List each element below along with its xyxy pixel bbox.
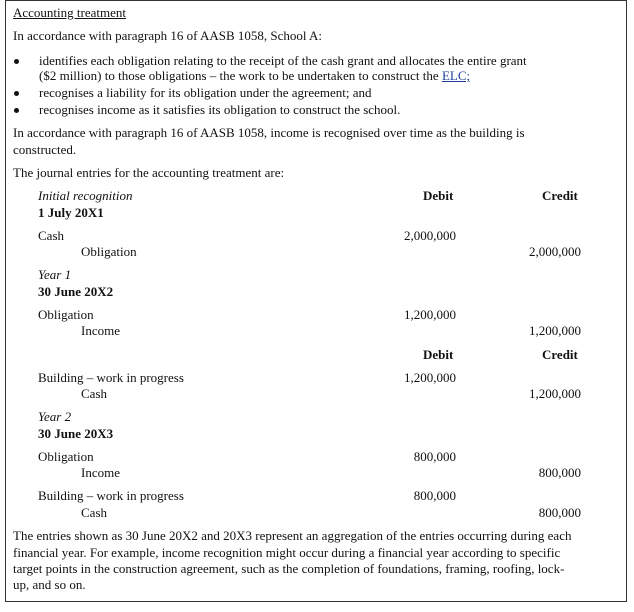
initial-debit-amount: 2,000,000 bbox=[404, 228, 456, 243]
year-1-entry-2-dr-account: Building – work in progress bbox=[38, 370, 184, 385]
debit-header: Debit bbox=[423, 188, 454, 203]
initial-date: 1 July 20X1 bbox=[38, 205, 104, 220]
year-2-entry-2-cr-account: Cash bbox=[81, 505, 107, 520]
year-2-entry-1-debit: 800,000 bbox=[413, 449, 456, 464]
footer-line-4: up, and so on. bbox=[13, 577, 86, 592]
credit-header: Credit bbox=[542, 188, 578, 203]
year-2-entry-1-credit: 800,000 bbox=[538, 465, 581, 480]
year-2-entry-2-debit: 800,000 bbox=[413, 488, 456, 503]
bullet-dot bbox=[14, 59, 19, 64]
intro-paragraph: In accordance with paragraph 16 of AASB 1058, School A: bbox=[13, 28, 323, 43]
footer-line-1: The entries shown as 30 June 20X2 and 20X3 represent an aggregation of the entries occurring during each bbox=[13, 528, 572, 543]
paragraph-2-line-2: constructed. bbox=[13, 142, 77, 157]
year-1-entry-1-credit: 1,200,000 bbox=[529, 323, 581, 338]
footer-line-2: financial year. For example, income recognition might occur during a financial year according to specific bbox=[13, 545, 561, 560]
credit-header-2: Credit bbox=[542, 347, 578, 362]
footer-line-3: target points in the construction agreement, such as the completion of foundations, framing, roofing, lock- bbox=[13, 561, 565, 576]
year-1-entry-1-debit: 1,200,000 bbox=[404, 307, 456, 322]
paragraph-2-line-1: In accordance with paragraph 16 of AASB 1058, income is recognised over time as the building is bbox=[13, 125, 525, 140]
year-2-entry-1-dr-account: Obligation bbox=[38, 449, 94, 464]
initial-recognition-label: Initial recognition bbox=[38, 188, 133, 203]
journal-intro: The journal entries for the accounting treatment are: bbox=[13, 165, 285, 180]
year-2-label: Year 2 bbox=[38, 409, 72, 424]
year-1-entry-1-dr-account: Obligation bbox=[38, 307, 94, 322]
year-1-entry-2-cr-account: Cash bbox=[81, 386, 107, 401]
bullet-dot bbox=[14, 108, 19, 113]
debit-header-2: Debit bbox=[423, 347, 454, 362]
initial-dr-account: Cash bbox=[38, 228, 64, 243]
bullet-dot bbox=[14, 91, 19, 96]
year-1-date: 30 June 20X2 bbox=[38, 284, 114, 299]
bullet-2: recognises a liability for its obligation under the agreement; and bbox=[39, 85, 372, 100]
initial-cr-account: Obligation bbox=[81, 244, 137, 259]
year-1-entry-1-cr-account: Income bbox=[81, 323, 120, 338]
year-2-entry-2-credit: 800,000 bbox=[538, 505, 581, 520]
year-2-date: 30 June 20X3 bbox=[38, 426, 114, 441]
elc-link[interactable]: ELC; bbox=[441, 68, 471, 83]
year-2-entry-1-cr-account: Income bbox=[81, 465, 120, 480]
bullet-3: recognises income as it satisfies its obligation to construct the school. bbox=[39, 102, 401, 117]
year-1-label: Year 1 bbox=[38, 267, 72, 282]
year-2-entry-2-dr-account: Building – work in progress bbox=[38, 488, 184, 503]
section-heading: Accounting treatment bbox=[13, 5, 126, 20]
year-1-entry-2-credit: 1,200,000 bbox=[529, 386, 581, 401]
year-1-entry-2-debit: 1,200,000 bbox=[404, 370, 456, 385]
initial-credit-amount: 2,000,000 bbox=[529, 244, 581, 259]
bullet-1-line-2: ($2 million) to those obligations – the work to be undertaken to construct the ELC; bbox=[39, 68, 471, 83]
bullet-1-line-1: identifies each obligation relating to the receipt of the cash grant and allocates the entire grant bbox=[39, 53, 527, 68]
